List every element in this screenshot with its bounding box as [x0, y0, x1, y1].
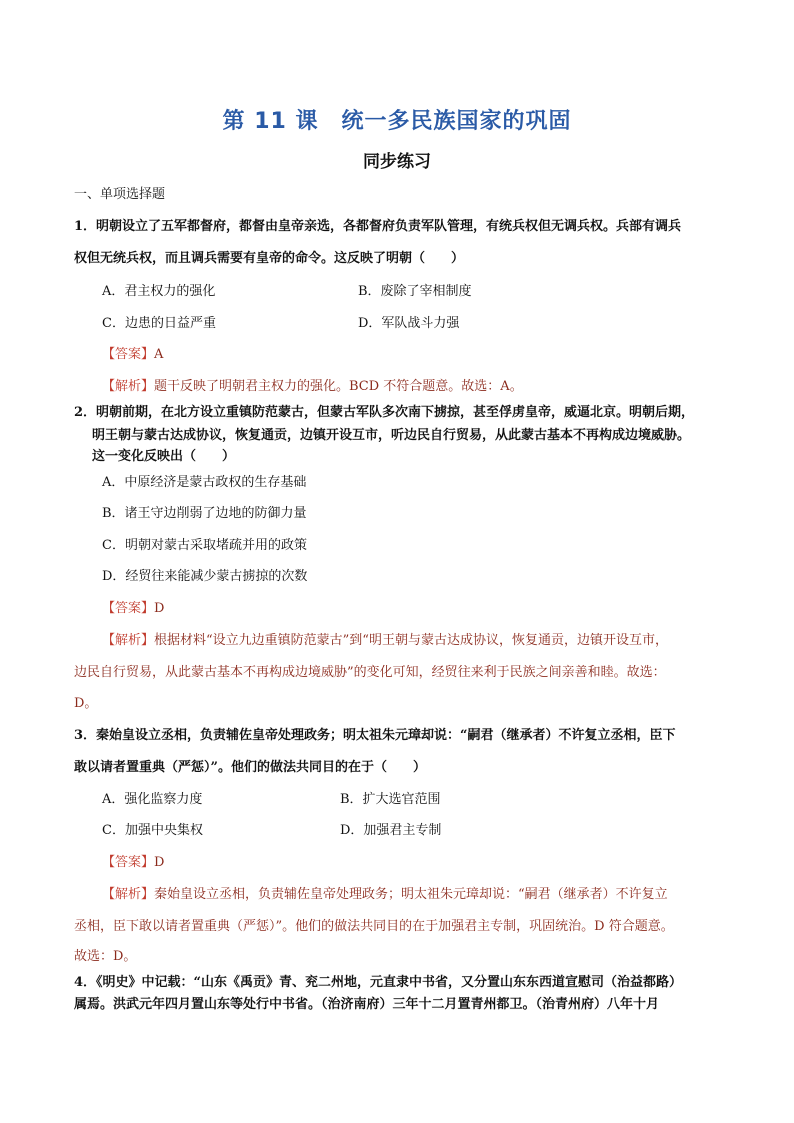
q3-option-a: A．强化监察力度	[102, 792, 203, 807]
q2-answer	[102, 600, 164, 618]
q2-option-b: B．诸王守边削弱了边地的防御力量	[102, 506, 307, 521]
explanation-tag: 【解析】	[102, 633, 155, 648]
q2-explanation-line1	[102, 632, 668, 650]
q1-option-c: C．边患的日益严重	[102, 316, 216, 331]
q3-explanation-line1	[102, 886, 668, 904]
answer-tag: 【答案】	[102, 347, 155, 362]
q1-stem-line1: 1．明朝设立了五军都督府，都督由皇帝亲选，各都督府负责军队管理，有统兵权但无调兵权。兵部有调兵	[74, 219, 682, 234]
q2-stem-line2: 明王朝与蒙古达成协议，恢复通贡，边镇开设互市，听边民自行贸易，从此蒙古基本不再构成边境威胁。	[92, 428, 691, 443]
q2-option-a: A．中原经济是蒙古政权的生存基础	[102, 475, 307, 490]
q3-explanation-line2: 丞相，臣下敢以请者置重典（严惩）”。他们的做法共同目的在于加强君主专制，巩固统治。D 符合题意。	[74, 919, 674, 934]
q1-answer	[102, 346, 163, 364]
q2-option-d: D．经贸往来能减少蒙古掳掠的次数	[102, 569, 308, 584]
explanation-tag: 【解析】	[102, 379, 155, 394]
page-title: 第 11 课 统一多民族国家的巩固	[222, 109, 572, 134]
q2-stem-line1: 2．明朝前期，在北方设立重镇防范蒙古，但蒙古军队多次南下掳掠，甚至俘虏皇帝，威逼北京。明朝后期，	[74, 405, 695, 420]
q3-option-d: D．加强君主专制	[340, 823, 442, 838]
page-subtitle: 同步练习	[363, 152, 431, 172]
q1-option-b: B．废除了宰相制度	[358, 284, 472, 299]
q2-explanation-line2: 边民自行贸易，从此蒙古基本不再构成边境威胁”的变化可知，经贸往来利于民族之间亲善和睦。故选：	[74, 665, 666, 680]
q3-stem-line1: 3．秦始皇设立丞相，负责辅佐皇帝处理政务；明太祖朱元璋却说：“嗣君（继承者）不许复立丞相，臣下	[74, 728, 676, 743]
answer-tag: 【答案】	[102, 601, 155, 616]
q2-stem-line3: 这一变化反映出（ ）	[92, 449, 236, 464]
explanation-text: 题干反映了明朝君主权力的强化。BCD 不符合题意。故选：A。	[154, 379, 523, 394]
explanation-text: 秦始皇设立丞相，负责辅佐皇帝处理政务；明太祖朱元璋却说：“嗣君（继承者）不许复立	[154, 887, 668, 902]
q3-option-b: B．扩大选官范围	[340, 792, 441, 807]
q4-stem-line2: 属焉。洪武元年四月置山东等处行中书省。（治济南府）三年十二月置青州都卫。（治青州府）八年十月	[74, 997, 660, 1012]
explanation-tag: 【解析】	[102, 887, 155, 902]
q1-option-d: D．军队战斗力强	[358, 316, 460, 331]
section-heading: 一、单项选择题	[74, 187, 166, 202]
q3-option-c: C．加强中央集权	[102, 823, 203, 838]
q1-explanation	[102, 378, 523, 396]
q2-explanation-line3: D。	[74, 696, 98, 711]
q3-explanation-line3: 故选：D。	[74, 949, 137, 964]
answer-value: D	[154, 601, 165, 616]
explanation-text: 根据材料“设立九边重镇防范蒙古”到“明王朝与蒙古达成协议，恢复通贡，边镇开设互市，	[154, 633, 668, 648]
q1-stem-line2: 权但无统兵权，而且调兵需要有皇帝的命令。这反映了明朝（ ）	[74, 251, 465, 266]
q3-answer	[102, 854, 164, 872]
answer-value: A	[154, 347, 164, 362]
answer-tag: 【答案】	[102, 855, 155, 870]
q2-option-c: C．明朝对蒙古采取堵疏并用的政策	[102, 538, 307, 553]
q1-option-a: A．君主权力的强化	[102, 284, 216, 299]
q3-stem-line2: 敢以请者置重典（严惩）”。他们的做法共同目的在于（ ）	[74, 760, 426, 775]
answer-value: D	[154, 855, 165, 870]
q4-stem-line1: 4．《明史》中记载：“山东《禹贡》青、兖二州地，元直隶中书省，又分置山东东西道宣慰司（治益都路）	[74, 975, 683, 990]
